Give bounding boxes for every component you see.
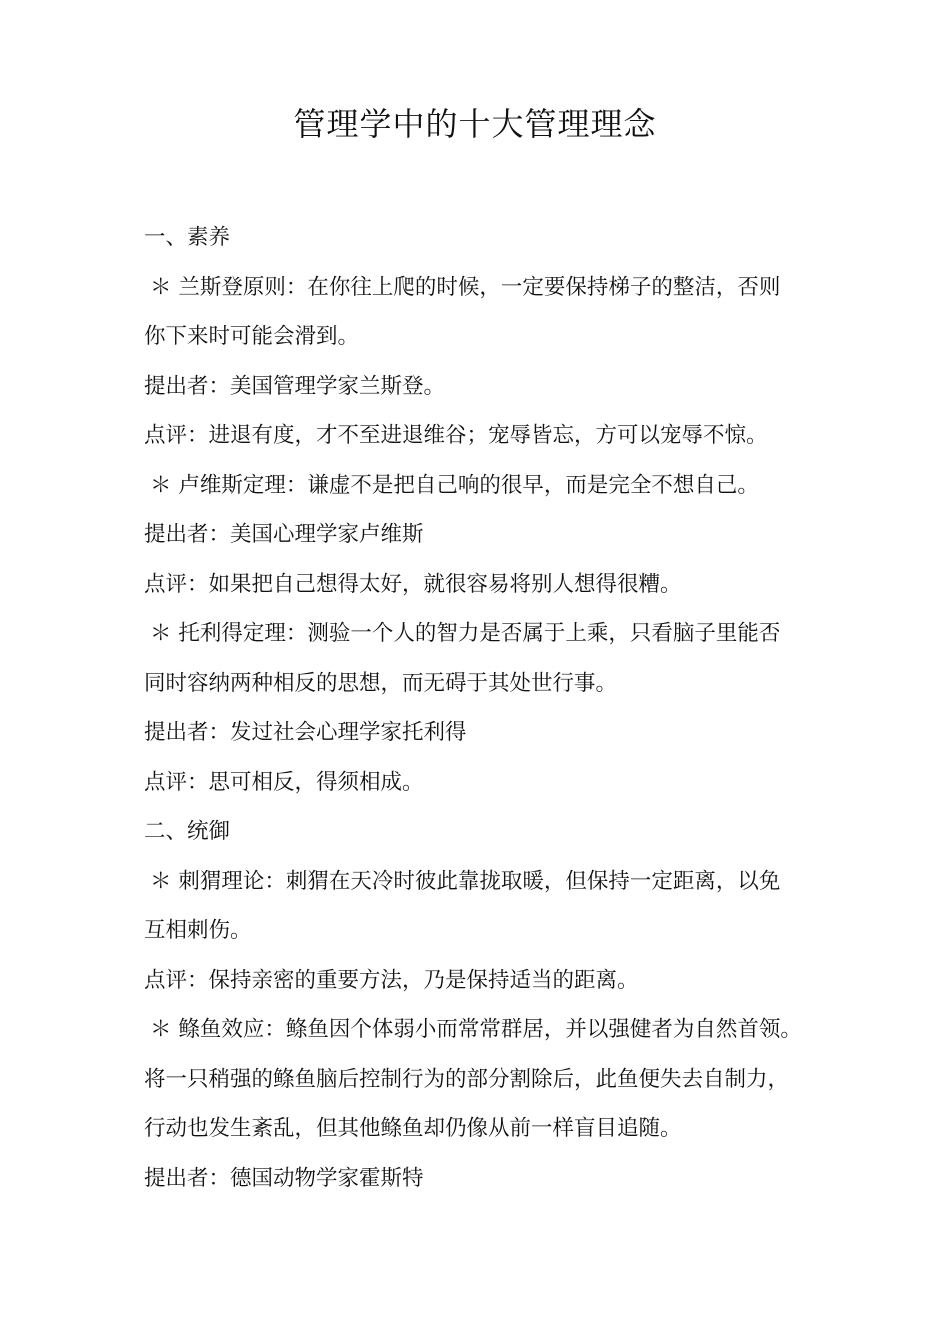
proposer-line: 提出者：德国动物学家霍斯特 [144, 1165, 424, 1191]
principle-line: ＊ 卢维斯定理：谦虚不是把自己响的很早，而是完全不想自己。 [150, 472, 759, 498]
section-heading: 二、统御 [144, 819, 231, 844]
comment-line: 点评：如果把自己想得太好，就很容易将别人想得很糟。 [144, 571, 682, 597]
proposer-line: 提出者：发过社会心理学家托利得 [144, 720, 467, 745]
proposer-line: 提出者：美国心理学家卢维斯 [144, 522, 424, 547]
comment-line: 点评：思可相反，得须相成。 [144, 769, 424, 795]
comment-line: 点评：进退有度，才不至进退维谷；宠辱皆忘，方可以宠辱不惊。 [144, 423, 768, 448]
principle-line: ＊ 兰斯登原则：在你往上爬的时候，一定要保持梯子的整洁，否则 [150, 274, 781, 300]
principle-line-continued: 互相刺伤。 [144, 918, 252, 943]
principle-line-continued: 行动也发生紊乱，但其他鲦鱼却仍像从前一样盲目追随。 [144, 1116, 682, 1141]
principle-line: ＊ 鲦鱼效应：鲦鱼因个体弱小而常常群居，并以强健者为自然首领。 [150, 1017, 802, 1042]
principle-line-continued: 你下来时可能会滑到。 [144, 324, 360, 349]
principle-line-continued: 同时容纳两种相反的思想，而无碍于其处世行事。 [144, 670, 618, 696]
principle-line: ＊ 托利得定理：测验一个人的智力是否属于上乘，只看脑子里能否 [150, 621, 781, 646]
document-body [144, 213, 814, 1203]
principle-line: ＊ 刺猬理论：刺猬在天冷时彼此靠拢取暖，但保持一定距离，以免 [150, 868, 781, 894]
principle-line-continued: 将一只稍强的鲦鱼脑后控制行为的部分割除后，此鱼便失去自制力， [144, 1066, 790, 1092]
comment-line: 点评：保持亲密的重要方法，乃是保持适当的距离。 [144, 967, 639, 993]
section-heading: 一、素养 [144, 225, 231, 250]
document-title: 管理学中的十大管理理念 [293, 105, 657, 143]
proposer-line: 提出者：美国管理学家兰斯登。 [144, 373, 446, 399]
